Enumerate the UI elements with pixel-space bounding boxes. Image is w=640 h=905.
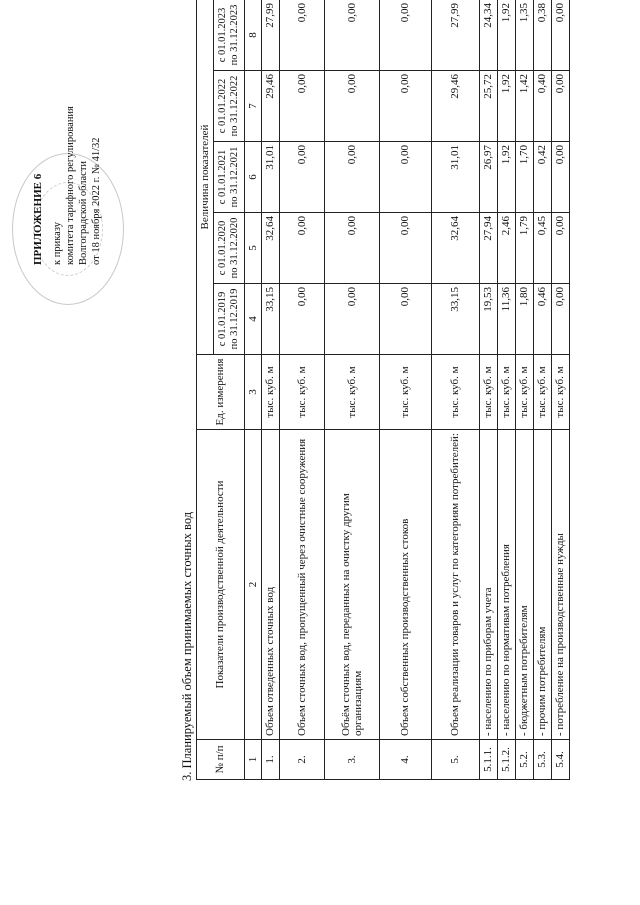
row-value: 0,00	[280, 0, 325, 71]
row-value: 0,00	[325, 0, 380, 71]
row-value: 11,36	[498, 284, 516, 355]
order-line-2: комитета тарифного регулирования	[65, 106, 76, 265]
column-number: 6	[245, 142, 262, 213]
volumes-table	[196, 0, 570, 780]
row-value: 27,99	[262, 0, 280, 71]
table-row	[480, 0, 498, 780]
table-row	[380, 0, 432, 780]
row-number: 1.	[262, 740, 280, 780]
column-number: 4	[245, 284, 262, 355]
row-value: 0,00	[380, 142, 432, 213]
row-value: 0,00	[380, 284, 432, 355]
row-value: 0,00	[552, 213, 570, 284]
table-row	[552, 0, 570, 780]
row-unit: тыс. куб. м	[480, 355, 498, 430]
header-period: с 01.01.2022 по 31.12.2022	[214, 71, 245, 142]
row-unit: тыс. куб. м	[380, 355, 432, 430]
row-value: 0,00	[280, 213, 325, 284]
row-number: 5.4.	[552, 740, 570, 780]
row-value: 19,53	[480, 284, 498, 355]
row-value: 27,94	[480, 213, 498, 284]
row-value: 0,40	[534, 71, 552, 142]
row-indicator: Объем реализации товаров и услуг по категориям потребителей:	[432, 430, 480, 740]
row-value: 1,79	[516, 213, 534, 284]
row-value: 0,42	[534, 142, 552, 213]
row-value: 0,45	[534, 213, 552, 284]
row-number: 5.2.	[516, 740, 534, 780]
row-number: 5.1.1.	[480, 740, 498, 780]
row-value: 0,00	[325, 284, 380, 355]
row-value: 29,46	[262, 71, 280, 142]
row-value: 0,00	[552, 284, 570, 355]
row-number: 3.	[325, 740, 380, 780]
row-number: 5.3.	[534, 740, 552, 780]
row-number: 2.	[280, 740, 325, 780]
row-value: 0,00	[280, 142, 325, 213]
row-value: 2,46	[498, 213, 516, 284]
row-value: 32,64	[262, 213, 280, 284]
row-value: 0,00	[380, 71, 432, 142]
row-value: 0,46	[534, 284, 552, 355]
row-unit: тыс. куб. м	[516, 355, 534, 430]
row-value: 1,92	[498, 0, 516, 71]
row-unit: тыс. куб. м	[262, 355, 280, 430]
row-indicator: - бюджетным потребителям	[516, 430, 534, 740]
row-value: 0,00	[552, 142, 570, 213]
row-number: 5.1.2.	[498, 740, 516, 780]
header-period: с 01.01.2021 по 31.12.2021	[214, 142, 245, 213]
row-value: 0,38	[534, 0, 552, 71]
row-value: 0,00	[552, 0, 570, 71]
row-value: 33,15	[432, 284, 480, 355]
row-indicator: Объём сточных вод, переданных на очистку другим организациям	[325, 430, 380, 740]
appendix-header	[32, 25, 103, 265]
row-indicator: - населению по приборам учета	[480, 430, 498, 740]
row-value: 1,80	[516, 284, 534, 355]
row-value: 0,00	[380, 0, 432, 71]
header-values-group: Величина показателей	[197, 0, 214, 355]
row-unit: тыс. куб. м	[534, 355, 552, 430]
header-period: с 01.01.2019 по 31.12.2019	[214, 284, 245, 355]
order-line-4: от 18 ноября 2022 г. № 41/32	[91, 137, 102, 265]
row-value: 1,70	[516, 142, 534, 213]
row-value: 1,35	[516, 0, 534, 71]
row-value: 25,72	[480, 71, 498, 142]
row-value: 0,00	[280, 284, 325, 355]
row-value: 0,00	[280, 71, 325, 142]
header-period: с 01.01.2020 по 31.12.2020	[214, 213, 245, 284]
row-value: 33,15	[262, 284, 280, 355]
row-unit: тыс. куб. м	[498, 355, 516, 430]
appendix-title: ПРИЛОЖЕНИЕ 6	[32, 173, 44, 265]
row-value: 0,00	[325, 71, 380, 142]
header-row-1	[197, 0, 214, 780]
order-line-3: Волгоградской области	[78, 160, 89, 265]
column-numbers-row	[245, 0, 262, 780]
table-row	[534, 0, 552, 780]
header-num: № п/п	[197, 740, 245, 780]
header-period: с 01.01.2023 по 31.12.2023	[214, 0, 245, 71]
row-unit: тыс. куб. м	[552, 355, 570, 430]
row-value: 0,00	[380, 213, 432, 284]
table-row	[516, 0, 534, 780]
header-unit: Ед. измерения	[197, 355, 245, 430]
order-line-1: к приказу	[52, 222, 63, 265]
row-indicator: - населению по нормативам потребления	[498, 430, 516, 740]
row-value: 31,01	[432, 142, 480, 213]
row-unit: тыс. куб. м	[325, 355, 380, 430]
table-row	[280, 0, 325, 780]
row-value: 24,34	[480, 0, 498, 71]
column-number: 2	[245, 430, 262, 740]
row-indicator: Объем отведенных сточных вод	[262, 430, 280, 740]
row-value: 31,01	[262, 142, 280, 213]
row-value: 0,00	[325, 142, 380, 213]
row-value: 0,00	[552, 71, 570, 142]
row-number: 5.	[432, 740, 480, 780]
column-number: 8	[245, 0, 262, 71]
row-value: 1,92	[498, 142, 516, 213]
row-value: 32,64	[432, 213, 480, 284]
row-unit: тыс. куб. м	[432, 355, 480, 430]
row-value: 0,00	[325, 213, 380, 284]
row-value: 26,97	[480, 142, 498, 213]
row-value: 1,92	[498, 71, 516, 142]
table-row	[262, 0, 280, 780]
row-indicator: Объем сточных вод, пропущенный через очистные сооружения	[280, 430, 325, 740]
row-value: 1,42	[516, 71, 534, 142]
row-unit: тыс. куб. м	[280, 355, 325, 430]
row-value: 29,46	[432, 71, 480, 142]
row-number: 4.	[380, 740, 432, 780]
section-title: 3. Планируемый объем принимаемых сточных вод	[180, 511, 194, 781]
table-row	[325, 0, 380, 780]
row-indicator: - прочим потребителям	[534, 430, 552, 740]
column-number: 3	[245, 355, 262, 430]
header-indicator: Показатели производственной деятельности	[197, 430, 245, 740]
column-number: 5	[245, 213, 262, 284]
row-indicator: - потребление на производственные нужды	[552, 430, 570, 740]
column-number: 1	[245, 740, 262, 780]
row-indicator: Объем собственных производственных стоков	[380, 430, 432, 740]
row-value: 27,99	[432, 0, 480, 71]
column-number: 7	[245, 71, 262, 142]
table-row	[432, 0, 480, 780]
table-row	[498, 0, 516, 780]
